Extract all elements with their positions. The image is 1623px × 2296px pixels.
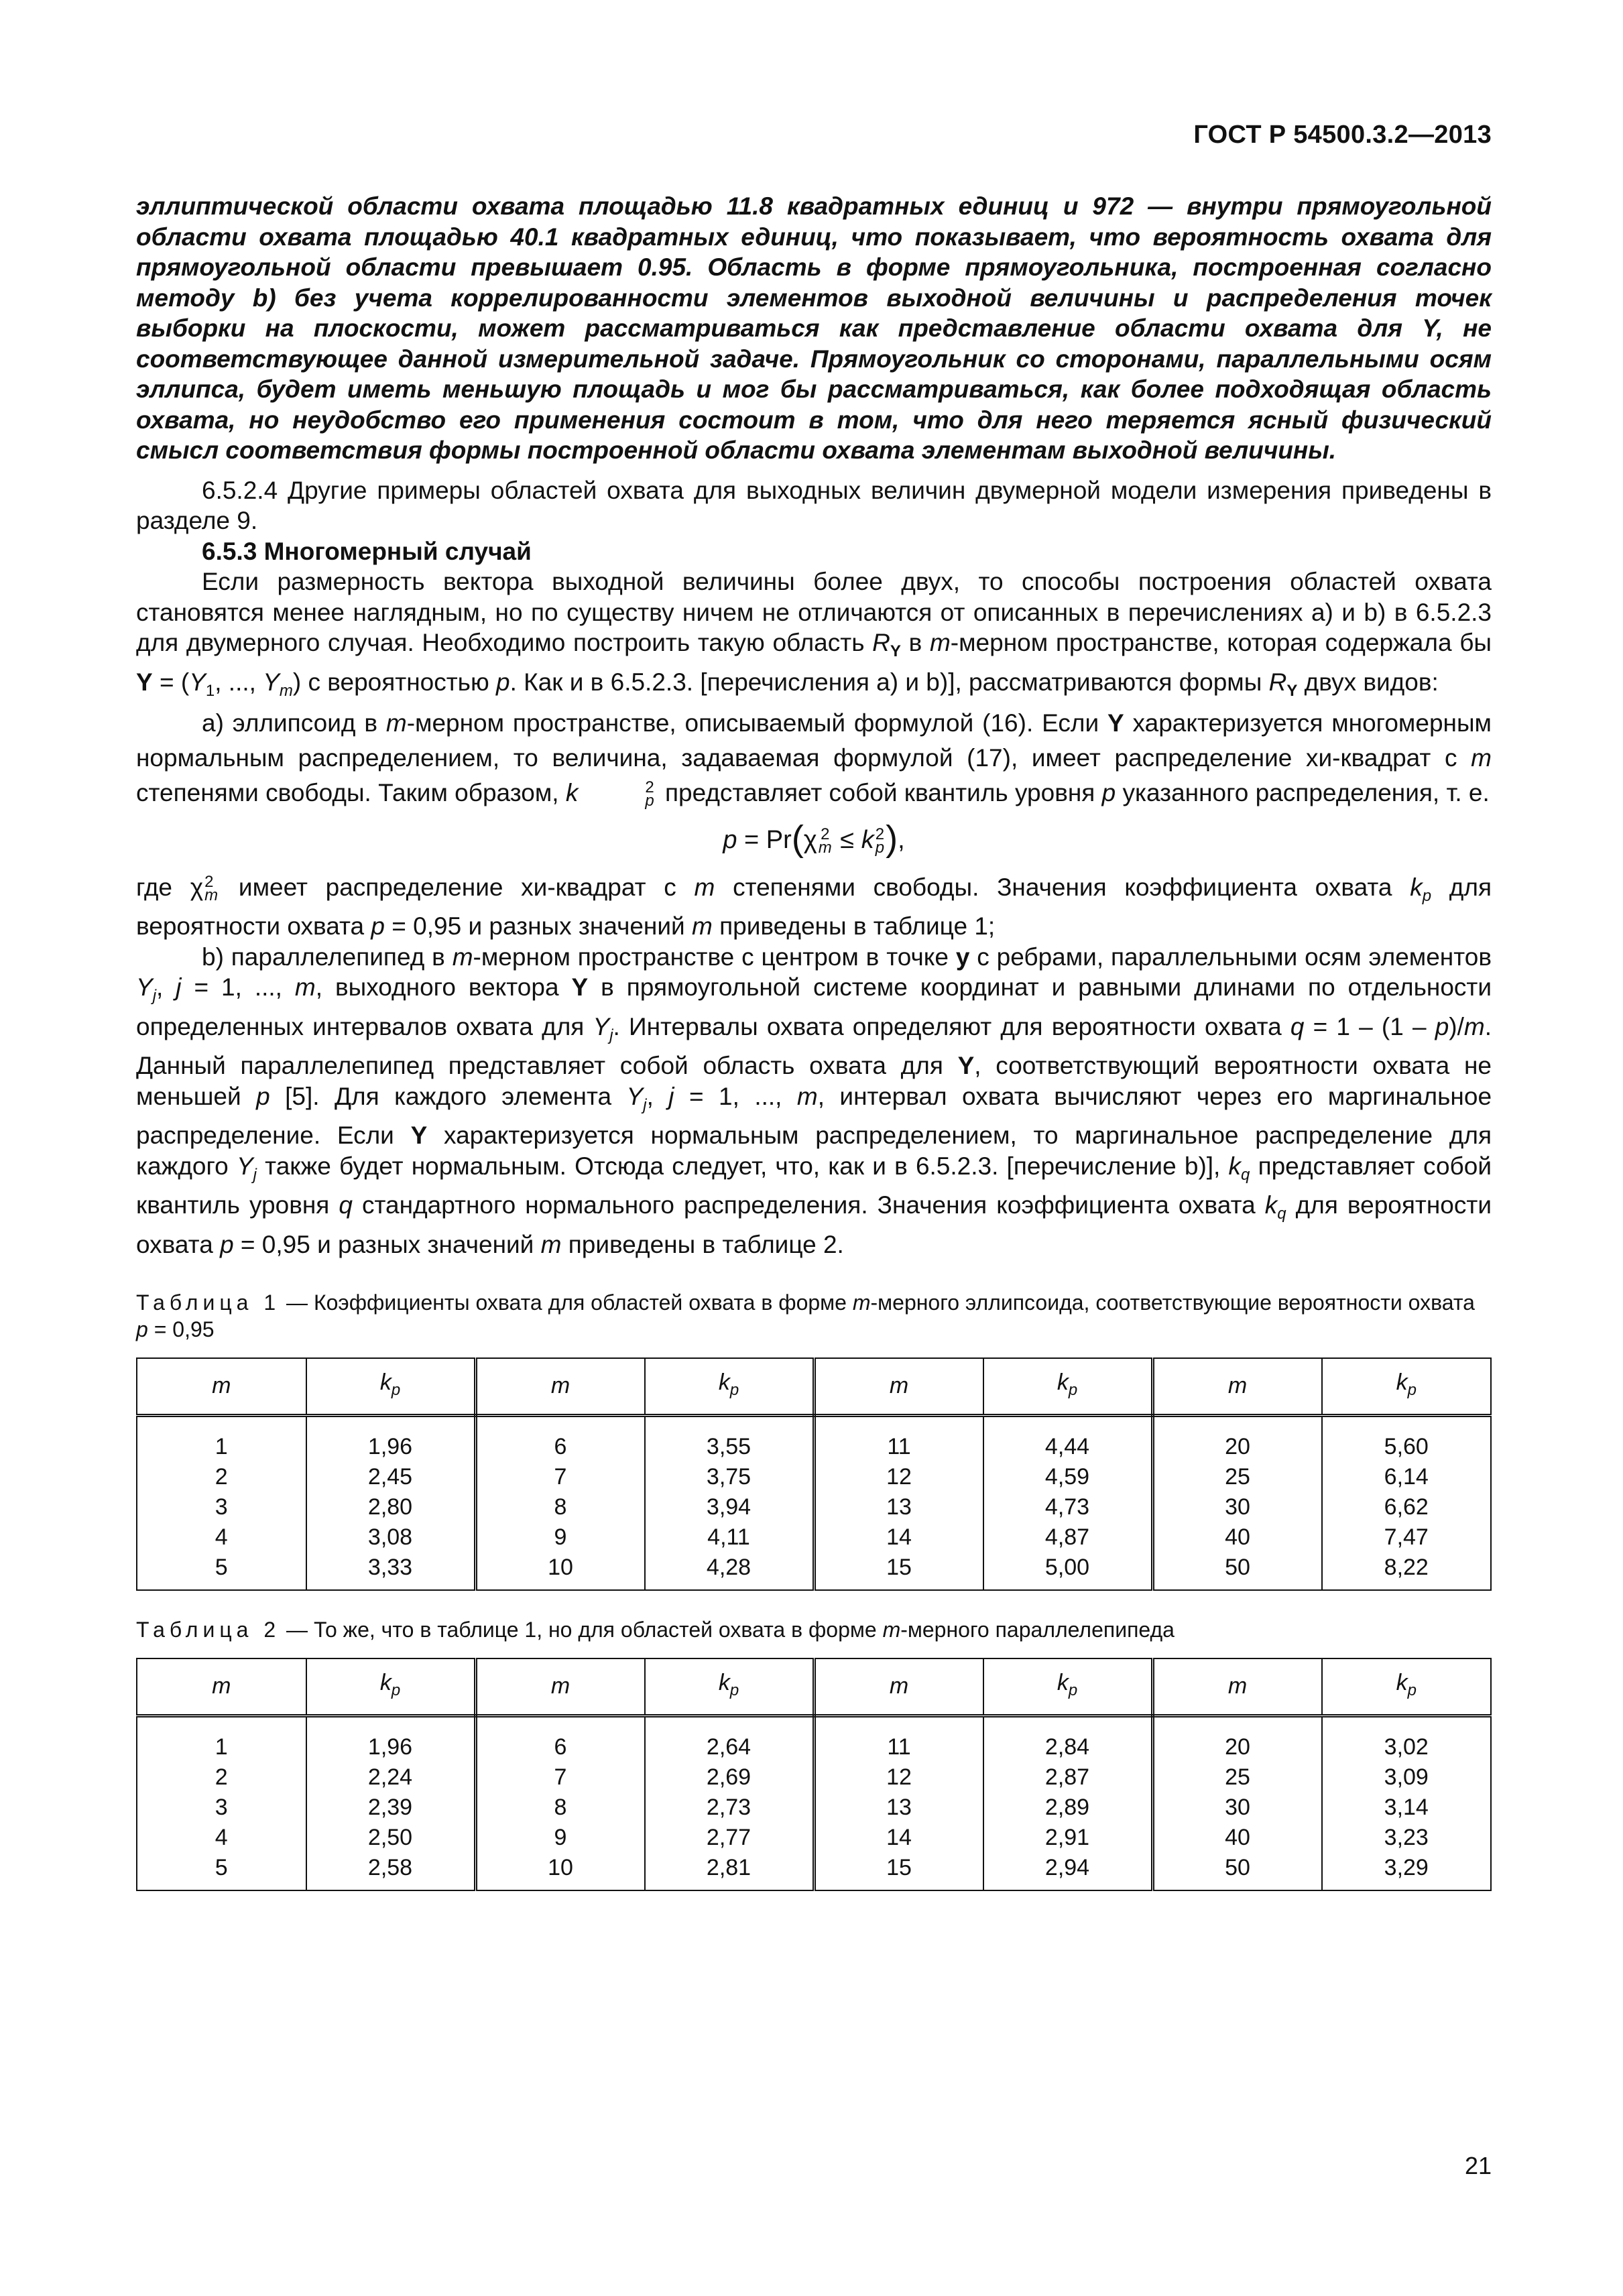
cell: 6	[554, 1734, 567, 1760]
page-content	[136, 191, 1492, 1891]
item-b-parallelepiped: b) параллелепипед в m-мерном пространстве с центром в точке y с ребрами, параллельными осям элементов $Y_j$, j = 1, ..., m, выходного вектора Y в прямоугольной системе координат и равными длинами по отдельности определенных интервалов охвата для $Y_j$. Интервалы охвата определяют для вероятности охвата q = 1 – (1 – p)/m. Данный параллелепипед представляет собой область охвата для Y, соответствующий вероятности охвата не меньшей p [5]. Для каждого элемента $Y_j$, j = 1, ..., m, интервал охвата вычисляют через его маргинальное распределение. Если Y характеризуется нормальным распределением, то маргинальное распределение для каждого $Y_j$ также будет нормальным. Отсюда следует, что, как и в 6.5.2.3. [перечисление b)], $k_q$ представляет собой квантиль уровня q стандартного нормального распределения. Значения коэффициента охвата $k_q$ для вероятности охвата p = 0,95 и разных значений m приведены в таблице 2.	[136, 943, 1492, 1258]
cell: 5	[215, 1555, 228, 1580]
header-cell: m	[137, 1658, 306, 1716]
cell: 2,84	[1044, 1734, 1090, 1760]
cell: 4,87	[1044, 1524, 1090, 1550]
cell: 3,09	[1384, 1764, 1429, 1790]
cell: 20	[1225, 1734, 1250, 1760]
header-cell: $k_p$	[983, 1658, 1153, 1716]
cell: 15	[886, 1555, 912, 1580]
cell: 2	[215, 1464, 228, 1490]
cell: 8	[554, 1494, 567, 1520]
section-heading-6-5-3: 6.5.3 Многомерный случай	[202, 537, 532, 565]
cell: 2,73	[706, 1795, 752, 1820]
cell: 3,33	[367, 1555, 413, 1580]
table-2-parallelepiped-coefficients	[136, 1658, 1492, 1891]
header-cell: $k_p$	[983, 1358, 1153, 1416]
paragraph-multidimensional: Если размерность вектора выходной величины более двух, то способы построения областей охвата становятся менее наглядным, но по существу ничем не отличаются от описанных в перечислениях а) и b) в 6.5.2.3 для двумерного случая. Необходимо построить такую область $R_Y$ в m-мерном пространстве, которая содержала бы $Y = (Y_1$, ..., $Y_m$) с вероятностью p. Как и в 6.5.2.3. [перечисления a) и b)], рассматриваются формы $R_Y$ двух видов:	[136, 568, 1492, 700]
header-cell: m	[137, 1358, 306, 1416]
cell: 2,94	[1044, 1855, 1090, 1880]
cell: 3,23	[1384, 1825, 1429, 1850]
cell: 1,96	[367, 1434, 413, 1459]
cell: 10	[548, 1855, 573, 1880]
cell: 12	[886, 1464, 912, 1490]
header-cell: $k_p$	[1322, 1358, 1492, 1416]
cell: 9	[554, 1825, 567, 1850]
item-a-ellipsoid: а) эллипсоид в m-мерном пространстве, описываемый формулой (16). Если Y характеризуется многомерным нормальным распределением, то величина, задаваемая формулой (17), имеет распределение хи-квадрат с m степенями свободы. Таким образом, k 2 p представляет собой квантиль уровня p указанного распределения, т. е.	[136, 709, 1492, 810]
cell: 7	[554, 1464, 567, 1490]
header-cell: $k_p$	[1322, 1658, 1492, 1716]
cell: 8	[554, 1795, 567, 1820]
cell: 2,45	[367, 1464, 413, 1490]
cell: 4,73	[1044, 1494, 1090, 1520]
cell: 2,39	[367, 1795, 413, 1820]
table-data-row	[137, 1716, 1491, 1891]
cell: 5	[215, 1855, 228, 1880]
cell: 2,77	[706, 1825, 752, 1850]
cell: 6	[554, 1434, 567, 1459]
table-header-row	[137, 1358, 1491, 1416]
cell: 5,60	[1384, 1434, 1429, 1459]
cell: 40	[1225, 1524, 1250, 1550]
cell: 2,64	[706, 1734, 752, 1760]
cell: 2,58	[367, 1855, 413, 1880]
cell: 40	[1225, 1825, 1250, 1850]
header-cell: m	[1152, 1658, 1322, 1716]
cell: 2,80	[367, 1494, 413, 1520]
cell: 4,11	[707, 1524, 750, 1550]
cell: 2,87	[1044, 1764, 1090, 1790]
table-header-row	[137, 1658, 1491, 1716]
cell: 2,50	[367, 1825, 413, 1850]
cell: 7	[554, 1764, 567, 1790]
cell: 3,94	[706, 1494, 752, 1520]
cell: 3,08	[367, 1524, 413, 1550]
cell: 3,29	[1384, 1855, 1429, 1880]
table-data-row	[137, 1416, 1491, 1591]
cell: 3	[215, 1494, 228, 1520]
table1-caption: Таблица 1 — Коэффициенты охвата для областей охвата в форме m-мерного эллипсоида, соответствующие вероятности охвата p = 0,95	[136, 1290, 1475, 1341]
cell: 20	[1225, 1434, 1250, 1459]
cell: 2,24	[367, 1764, 413, 1790]
header-cell: $k_p$	[645, 1658, 815, 1716]
cell: 2,81	[706, 1855, 752, 1880]
cell: 1,96	[367, 1734, 413, 1760]
cell: 6,62	[1384, 1494, 1429, 1520]
intro-bold-paragraph: эллиптической области охвата площадью 11.8 квадратных единиц и 972 — внутри прямоугольной области охвата площадью 40.1 квадратных единиц, что показывает, что вероятность охвата для прямоугольной области превышает 0.95. Область в форме прямоугольника, построенная согласно методу b) без учета коррелированности элементов выходной величины и распределения точек выборки на плоскости, может рассматриваться как представление области охвата для Y, не соответствующее данной измерительной задаче. Прямоугольник со сторонами, параллельными осям эллипса, будет иметь меньшую площадь и мог бы рассматриваться, как более подходящая область охвата, но неудобство его применения состоит в том, что для него теряется ясный физический смысл соответствия формы построенной области охвата элементам выходной величины.	[136, 192, 1492, 464]
cell: 3,14	[1384, 1795, 1429, 1820]
cell: 13	[886, 1795, 912, 1820]
cell: 4	[215, 1524, 228, 1550]
cell: 30	[1225, 1795, 1250, 1820]
cell: 15	[886, 1855, 912, 1880]
cell: 11	[887, 1734, 911, 1760]
cell: 2	[215, 1764, 228, 1790]
formula-chi-square: p = Pr(χ 2 m ≤ k 2 p ),	[723, 819, 905, 859]
cell: 14	[886, 1825, 912, 1850]
page-number: 21	[1464, 2152, 1492, 2179]
header-cell: m	[475, 1358, 645, 1416]
cell: 2,89	[1044, 1795, 1090, 1820]
cell: 30	[1225, 1494, 1250, 1520]
cell: 2,69	[706, 1764, 752, 1790]
cell: 4,59	[1044, 1464, 1090, 1490]
header-cell: $k_p$	[306, 1358, 476, 1416]
standard-number: ГОСТ Р 54500.3.2—2013	[1193, 121, 1492, 149]
cell: 1	[215, 1734, 228, 1760]
header-cell: m	[814, 1658, 983, 1716]
cell: 12	[886, 1764, 912, 1790]
cell: 3,02	[1384, 1734, 1429, 1760]
cell: 4,28	[706, 1555, 752, 1580]
cell: 13	[886, 1494, 912, 1520]
paragraph-after-formula: где χ 2 m имеет распределение хи-квадрат с m степенями свободы. Значения коэффициента охвата $k_p$ для вероятности охвата p = 0,95 и разных значений m приведены в таблице 1;	[136, 872, 1492, 940]
cell: 25	[1225, 1764, 1250, 1790]
cell: 4,44	[1044, 1434, 1090, 1459]
header-cell: m	[814, 1358, 983, 1416]
cell: 3,75	[706, 1464, 752, 1490]
cell: 7,47	[1384, 1524, 1429, 1550]
cell: 50	[1225, 1855, 1250, 1880]
cell: 1	[215, 1434, 228, 1459]
header-cell: $k_p$	[645, 1358, 815, 1416]
cell: 2,91	[1044, 1825, 1090, 1850]
header-cell: m	[475, 1658, 645, 1716]
cell: 9	[554, 1524, 567, 1550]
cell: 50	[1225, 1555, 1250, 1580]
header-cell: $k_p$	[306, 1658, 476, 1716]
cell: 11	[887, 1434, 911, 1459]
paragraph-6-5-2-4: 6.5.2.4 Другие примеры областей охвата для выходных величин двумерной модели измерения приведены в разделе 9.	[136, 476, 1492, 534]
cell: 3,55	[706, 1434, 752, 1459]
cell: 4	[215, 1825, 228, 1850]
table-1-ellipsoid-coefficients	[136, 1357, 1492, 1591]
cell: 5,00	[1044, 1555, 1090, 1580]
cell: 25	[1225, 1464, 1250, 1490]
table2-caption: Таблица 2 — То же, что в таблице 1, но для областей охвата в форме m-мерного параллелепипеда	[136, 1618, 1175, 1642]
cell: 10	[548, 1555, 573, 1580]
cell: 6,14	[1384, 1464, 1429, 1490]
header-cell: m	[1152, 1358, 1322, 1416]
cell: 14	[886, 1524, 912, 1550]
cell: 8,22	[1384, 1555, 1429, 1580]
cell: 3	[215, 1795, 228, 1820]
